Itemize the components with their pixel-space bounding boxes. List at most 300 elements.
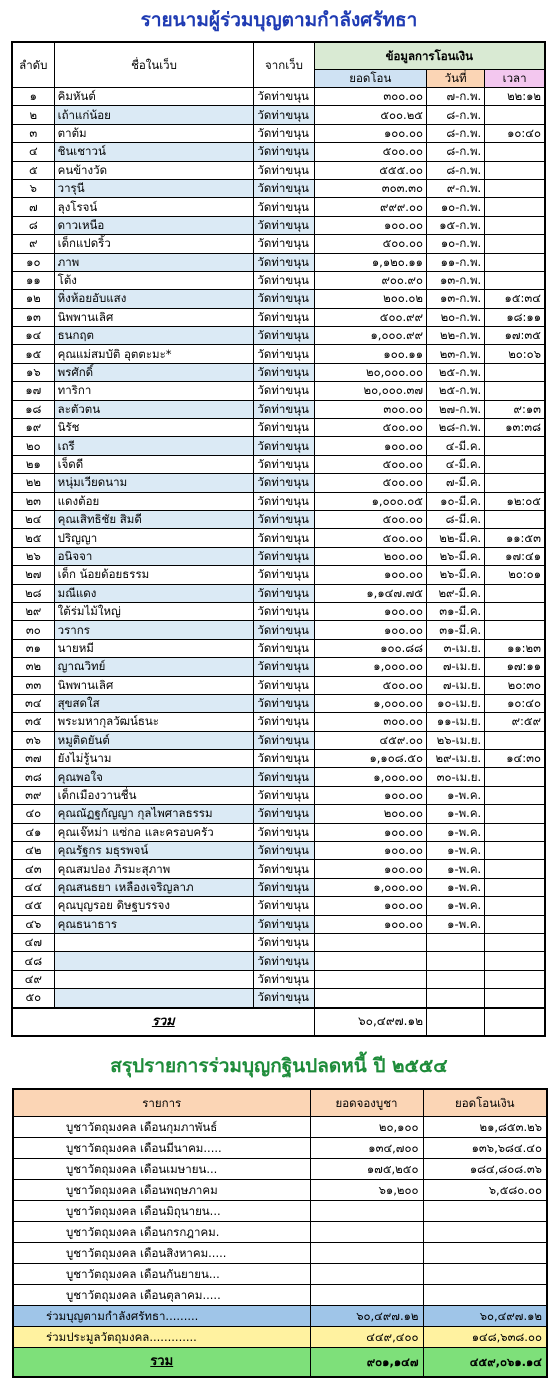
donor-name: แดงต้อย — [54, 492, 254, 510]
table-row — [12, 271, 545, 289]
source-web: วัดท่าขนุน — [254, 602, 314, 620]
donor-table — [11, 41, 546, 1037]
transfer-amount: ๕๐๐.๒๕ — [314, 106, 426, 124]
table-row — [12, 658, 545, 676]
transfer-time — [485, 786, 545, 804]
table-row — [12, 327, 545, 345]
source-web: วัดท่าขนุน — [254, 437, 314, 455]
donor-name: นายหมี — [54, 639, 254, 657]
transfer-date: ๒๘-ก.พ. — [427, 419, 485, 437]
donor-name: คุณเสิทธิชัย สิมดี — [54, 510, 254, 528]
donor-name — [54, 933, 254, 951]
table-row — [12, 88, 545, 106]
transfer-date: ๑๐-ก.พ. — [427, 235, 485, 253]
summary-transfer: ๖๐,๔๙๗.๑๒ — [423, 1306, 547, 1327]
row-number: ๒๗ — [12, 566, 54, 584]
row-number: ๙ — [12, 235, 54, 253]
transfer-date — [427, 970, 485, 988]
table-row — [12, 897, 545, 915]
table-row — [12, 198, 545, 216]
transfer-time — [485, 933, 545, 951]
transfer-amount: ๑๐๐.๐๐ — [314, 823, 426, 841]
summary-transfer: ๖,๕๘๐.๐๐ — [423, 1180, 547, 1201]
col-header-name: ชื่อในเว็บ — [54, 42, 254, 88]
transfer-amount: ๑๐๐.๐๐ — [314, 437, 426, 455]
row-number: ๑๒ — [12, 290, 54, 308]
transfer-amount: ๑๐๐.๐๐ — [314, 216, 426, 234]
transfer-amount: ๑,๐๐๐.๐๐ — [314, 694, 426, 712]
transfer-date: ๘-ก.พ. — [427, 143, 485, 161]
source-web: วัดท่าขนุน — [254, 566, 314, 584]
summary-item: บูชาวัตถุมงคล เดือนตุลาคม..... — [13, 1285, 310, 1306]
transfer-time — [485, 621, 545, 639]
transfer-time — [485, 823, 545, 841]
donor-name: ญาณวิทย์ — [54, 658, 254, 676]
transfer-date: ๒๖-มี.ค. — [427, 566, 485, 584]
donor-name: เถรี — [54, 437, 254, 455]
transfer-time: ๑๗:๓๕ — [485, 327, 545, 345]
transfer-time — [485, 143, 545, 161]
transfer-amount: ๕๐๐.๐๐ — [314, 676, 426, 694]
source-web: วัดท่าขนุน — [254, 382, 314, 400]
transfer-date: ๘-ก.พ. — [427, 124, 485, 142]
summary-transfer — [423, 1264, 547, 1285]
row-number: ๔๕ — [12, 897, 54, 915]
transfer-date: ๒๐-ก.พ. — [427, 308, 485, 326]
table-row — [12, 290, 545, 308]
row-number: ๑๗ — [12, 382, 54, 400]
transfer-time: ๒๒:๑๒ — [485, 88, 545, 106]
transfer-date: ๑๐-เม.ย. — [427, 694, 485, 712]
transfer-date: ๗-มี.ค. — [427, 474, 485, 492]
summary-pledge: ๖๐,๔๙๗.๑๒ — [310, 1306, 423, 1327]
summary-row — [13, 1285, 547, 1306]
table-row — [12, 860, 545, 878]
source-web: วัดท่าขนุน — [254, 860, 314, 878]
summary-total-label: รวม — [13, 1348, 310, 1378]
row-number: ๓ — [12, 124, 54, 142]
transfer-time — [485, 602, 545, 620]
col-header-num: ลำดับ — [12, 42, 54, 88]
transfer-amount: ๑๐๐.๐๐ — [314, 860, 426, 878]
donor-name: นิพพานเลิศ — [54, 676, 254, 694]
table-row — [12, 584, 545, 602]
transfer-date: ๑๕-ก.พ. — [427, 216, 485, 234]
table-row — [12, 694, 545, 712]
table-row — [12, 419, 545, 437]
transfer-amount: ๕๐๐.๐๐ — [314, 474, 426, 492]
source-web: วัดท่าขนุน — [254, 161, 314, 179]
source-web: วัดท่าขนุน — [254, 124, 314, 142]
row-number: ๓๖ — [12, 731, 54, 749]
table-row — [12, 768, 545, 786]
transfer-time — [485, 842, 545, 860]
row-number: ๑๔ — [12, 327, 54, 345]
summary-item: บูชาวัตถุมงคล เดือนกันยายน... — [13, 1264, 310, 1285]
donor-name: คุณพอใจ — [54, 768, 254, 786]
transfer-time — [485, 437, 545, 455]
source-web: วัดท่าขนุน — [254, 989, 314, 1008]
transfer-time: ๑๗:๑๑ — [485, 658, 545, 676]
row-number: ๔๖ — [12, 915, 54, 933]
donor-name: เด็กแปดริ้ว — [54, 235, 254, 253]
transfer-amount: ๑๐๐.๐๐ — [314, 124, 426, 142]
row-number: ๓๔ — [12, 694, 54, 712]
table-row — [12, 235, 545, 253]
table-row — [12, 566, 545, 584]
row-number: ๔๒ — [12, 842, 54, 860]
transfer-date: ๓๑-มี.ค. — [427, 602, 485, 620]
donor-name: หิ่งห้อยอับแสง — [54, 290, 254, 308]
donor-name: เถ้าแก่น้อย — [54, 106, 254, 124]
source-web: วัดท่าขนุน — [254, 363, 314, 381]
donor-name: ทาริกา — [54, 382, 254, 400]
col-header-time: เวลา — [485, 70, 545, 88]
transfer-time — [485, 860, 545, 878]
transfer-date: ๑-พ.ค. — [427, 878, 485, 896]
col-header-date: วันที่ — [427, 70, 485, 88]
row-number: ๒๖ — [12, 547, 54, 565]
table-row — [12, 363, 545, 381]
transfer-date: ๑๓-ก.พ. — [427, 290, 485, 308]
table-row — [12, 786, 545, 804]
summary-transfer — [423, 1222, 547, 1243]
transfer-amount: ๑,๐๐๐.๐๐ — [314, 878, 426, 896]
transfer-date: ๒๗-ก.พ. — [427, 400, 485, 418]
donor-name: พระมหากุลวัฒน์ธนะ — [54, 713, 254, 731]
transfer-amount: ๕๐๐.๐๐ — [314, 143, 426, 161]
source-web: วัดท่าขนุน — [254, 897, 314, 915]
transfer-date: ๒๓-ก.พ. — [427, 345, 485, 363]
transfer-date: ๒๕-ก.พ. — [427, 363, 485, 381]
summary-row — [13, 1117, 547, 1138]
row-number: ๒๒ — [12, 474, 54, 492]
source-web: วัดท่าขนุน — [254, 271, 314, 289]
transfer-time: ๑๗:๔๑ — [485, 547, 545, 565]
table-row — [12, 952, 545, 970]
row-number: ๕ — [12, 161, 54, 179]
transfer-time: ๒๐:๐๖ — [485, 345, 545, 363]
summary-item: บูชาวัตถุมงคล เดือนพฤษภาคม — [13, 1180, 310, 1201]
source-web: วัดท่าขนุน — [254, 915, 314, 933]
source-web: วัดท่าขนุน — [254, 547, 314, 565]
donor-name: คุณรัฐกร มธุรพจน์ — [54, 842, 254, 860]
row-number: ๒๔ — [12, 510, 54, 528]
transfer-time: ๙:๕๙ — [485, 713, 545, 731]
row-number: ๑๘ — [12, 400, 54, 418]
summary-table — [12, 1088, 548, 1378]
donor-name: มณีแดง — [54, 584, 254, 602]
transfer-amount: ๒๐,๐๐๐.๓๗ — [314, 382, 426, 400]
source-web: วัดท่าขนุน — [254, 345, 314, 363]
summary-pledge — [310, 1243, 423, 1264]
transfer-amount: ๑,๑๐๘.๕๐ — [314, 750, 426, 768]
summary-transfer: ๑๘๔,๘๐๘.๓๖ — [423, 1159, 547, 1180]
summary-transfer — [423, 1201, 547, 1222]
source-web: วัดท่าขนุน — [254, 253, 314, 271]
summary-pledge: ๑๓๔,๗๐๐ — [310, 1138, 423, 1159]
donor-name: ธนกฤต — [54, 327, 254, 345]
donor-name: คุณบุญรอย ดิษฐบรรจง — [54, 897, 254, 915]
row-number: ๔ — [12, 143, 54, 161]
donor-name: ยังไม่รู้นาม — [54, 750, 254, 768]
transfer-time — [485, 584, 545, 602]
donor-name: ชินเชาวน์ — [54, 143, 254, 161]
donor-name: คุณเจ๊หม่า แซ่กอ และครอบครัว — [54, 823, 254, 841]
donor-name — [54, 989, 254, 1008]
summary-row — [13, 1222, 547, 1243]
source-web: วัดท่าขนุน — [254, 143, 314, 161]
transfer-time: ๑๘:๑๑ — [485, 308, 545, 326]
transfer-amount: ๓๐๐.๐๐ — [314, 713, 426, 731]
donor-table-body — [12, 88, 545, 1008]
donor-name: ดาวเหนือ — [54, 216, 254, 234]
summary-pledge: ๔๔๙,๔๐๐ — [310, 1327, 423, 1348]
transfer-time — [485, 989, 545, 1008]
transfer-amount: ๒๐๐.๐๐ — [314, 805, 426, 823]
donor-name: ปริญญา — [54, 529, 254, 547]
source-web: วัดท่าขนุน — [254, 584, 314, 602]
transfer-amount: ๑๐๐.๑๑ — [314, 345, 426, 363]
source-web: วัดท่าขนุน — [254, 88, 314, 106]
row-number: ๘ — [12, 216, 54, 234]
table-row — [12, 106, 545, 124]
table-row — [12, 842, 545, 860]
transfer-date: ๑๓-ก.พ. — [427, 271, 485, 289]
table-row — [12, 437, 545, 455]
table-row — [12, 970, 545, 988]
source-web: วัดท่าขนุน — [254, 290, 314, 308]
row-number: ๔๙ — [12, 970, 54, 988]
transfer-date: ๘-ก.พ. — [427, 161, 485, 179]
source-web: วัดท่าขนุน — [254, 327, 314, 345]
transfer-date: ๑-พ.ค. — [427, 915, 485, 933]
summary-item: บูชาวัตถุมงคล เดือนเมษายน... — [13, 1159, 310, 1180]
row-number: ๔๑ — [12, 823, 54, 841]
transfer-date: ๓๐-เม.ย. — [427, 768, 485, 786]
source-web: วัดท่าขนุน — [254, 933, 314, 951]
table-row — [12, 639, 545, 657]
row-number: ๒๑ — [12, 455, 54, 473]
total-value: ๖๐,๔๙๗.๑๒ — [314, 1008, 426, 1036]
summary-item: บูชาวัตถุมงคล เดือนมิถุนายน... — [13, 1201, 310, 1222]
source-web: วัดท่าขนุน — [254, 750, 314, 768]
summary-row — [13, 1264, 547, 1285]
donor-name: หมูติดยันต์ — [54, 731, 254, 749]
transfer-date: ๗-ก.พ. — [427, 88, 485, 106]
table-row — [12, 823, 545, 841]
row-number: ๗ — [12, 198, 54, 216]
transfer-date: ๑๑-เม.ย. — [427, 713, 485, 731]
transfer-time: ๑๓:๓๘ — [485, 419, 545, 437]
summary-row — [13, 1201, 547, 1222]
source-web: วัดท่าขนุน — [254, 474, 314, 492]
transfer-time: ๒๐:๓๐ — [485, 676, 545, 694]
transfer-time — [485, 878, 545, 896]
transfer-time: ๙:๑๓ — [485, 400, 545, 418]
donor-name: นิรัช — [54, 419, 254, 437]
table-row — [12, 878, 545, 896]
transfer-time — [485, 805, 545, 823]
transfer-amount: ๑,๐๐๐.๙๙ — [314, 327, 426, 345]
transfer-date: ๑-พ.ค. — [427, 805, 485, 823]
row-number: ๑๓ — [12, 308, 54, 326]
donor-name: คุณณัฏฐกัญญา กุลไพศาลธรรม — [54, 805, 254, 823]
transfer-amount: ๕๕๕.๐๐ — [314, 161, 426, 179]
source-web: วัดท่าขนุน — [254, 676, 314, 694]
transfer-date: ๑๐-มี.ค. — [427, 492, 485, 510]
source-web: วัดท่าขนุน — [254, 529, 314, 547]
row-number: ๔๓ — [12, 860, 54, 878]
transfer-date: ๒๙-มี.ค. — [427, 584, 485, 602]
table-row — [12, 989, 545, 1008]
transfer-time — [485, 952, 545, 970]
summary-header-pledge: ยอดจองบูชา — [310, 1089, 423, 1117]
transfer-amount: ๙๐๐.๙๐ — [314, 271, 426, 289]
transfer-date: ๒๖-มี.ค. — [427, 547, 485, 565]
transfer-amount: ๑๐๐.๐๐ — [314, 786, 426, 804]
transfer-date: ๒๙-เม.ย. — [427, 750, 485, 768]
source-web: วัดท่าขนุน — [254, 713, 314, 731]
transfer-amount: ๑,๐๐๐.๐๐ — [314, 768, 426, 786]
transfer-date: ๒๒-ก.พ. — [427, 327, 485, 345]
col-header-amount: ยอดโอน — [314, 70, 426, 88]
row-number: ๔๗ — [12, 933, 54, 951]
transfer-date: ๓-เม.ย. — [427, 639, 485, 657]
transfer-amount — [314, 970, 426, 988]
donor-name: คนข้างวัด — [54, 161, 254, 179]
summary-pledge — [310, 1201, 423, 1222]
row-number: ๒๓ — [12, 492, 54, 510]
row-number: ๓๘ — [12, 768, 54, 786]
transfer-date: ๘-มี.ค. — [427, 510, 485, 528]
source-web: วัดท่าขนุน — [254, 235, 314, 253]
summary-row — [13, 1180, 547, 1201]
transfer-time: ๑๐:๔๐ — [485, 124, 545, 142]
transfer-time — [485, 970, 545, 988]
transfer-amount: ๕๐๐.๙๙ — [314, 308, 426, 326]
transfer-date: ๑๑-ก.พ. — [427, 253, 485, 271]
transfer-time — [485, 474, 545, 492]
summary-table-body — [13, 1117, 547, 1348]
transfer-amount — [314, 989, 426, 1008]
source-web: วัดท่าขนุน — [254, 510, 314, 528]
row-number: ๓๐ — [12, 621, 54, 639]
table-row — [12, 915, 545, 933]
summary-header-item: รายการ — [13, 1089, 310, 1117]
source-web: วัดท่าขนุน — [254, 658, 314, 676]
transfer-amount: ๑๐๐.๐๐ — [314, 602, 426, 620]
donor-name: ภาพ — [54, 253, 254, 271]
summary-total-transfer: ๔๕๙,๐๖๑.๑๔ — [423, 1348, 547, 1378]
total-label: รวม — [12, 1008, 314, 1036]
source-web: วัดท่าขนุน — [254, 805, 314, 823]
transfer-date: ๘-ก.พ. — [427, 106, 485, 124]
source-web: วัดท่าขนุน — [254, 308, 314, 326]
donor-name: โต้ง — [54, 271, 254, 289]
transfer-amount: ๑,๐๐๐.๐๐ — [314, 658, 426, 676]
transfer-amount: ๑,๑๒๐.๑๑ — [314, 253, 426, 271]
table-row — [12, 455, 545, 473]
transfer-amount: ๕๐๐.๐๐ — [314, 235, 426, 253]
transfer-amount: ๑๐๐.๐๐ — [314, 897, 426, 915]
table-row — [12, 382, 545, 400]
transfer-date — [427, 952, 485, 970]
donor-name: ใต้ร่มไม้ใหญ่ — [54, 602, 254, 620]
row-number: ๑ — [12, 88, 54, 106]
transfer-amount: ๕๐๐.๐๐ — [314, 510, 426, 528]
source-web: วัดท่าขนุน — [254, 970, 314, 988]
donor-name: สุขสดใส — [54, 694, 254, 712]
transfer-time — [485, 179, 545, 197]
transfer-date: ๑-พ.ค. — [427, 823, 485, 841]
table-row — [12, 308, 545, 326]
row-number: ๓๙ — [12, 786, 54, 804]
row-number: ๒ — [12, 106, 54, 124]
row-number: ๑๑ — [12, 271, 54, 289]
source-web: วัดท่าขนุน — [254, 786, 314, 804]
summary-title: สรุปรายการร่วมบุญกฐินปลดหนี้ ปี ๒๕๕๔ — [110, 1055, 448, 1077]
row-number: ๓๑ — [12, 639, 54, 657]
summary-row — [13, 1327, 547, 1348]
transfer-time — [485, 915, 545, 933]
col-header-from: จากเว็บ — [254, 42, 314, 88]
summary-transfer — [423, 1243, 547, 1264]
source-web: วัดท่าขนุน — [254, 419, 314, 437]
row-number: ๕๐ — [12, 989, 54, 1008]
transfer-date — [427, 989, 485, 1008]
source-web: วัดท่าขนุน — [254, 952, 314, 970]
transfer-time — [485, 455, 545, 473]
summary-row — [13, 1306, 547, 1327]
table-row — [12, 547, 545, 565]
transfer-time: ๑๔:๓๐ — [485, 750, 545, 768]
table-row — [12, 179, 545, 197]
summary-transfer — [423, 1285, 547, 1306]
transfer-time — [485, 731, 545, 749]
table-row — [12, 713, 545, 731]
transfer-time: ๑๑:๕๓ — [485, 529, 545, 547]
transfer-amount: ๓๐๐.๐๐ — [314, 400, 426, 418]
transfer-date: ๑๐-ก.พ. — [427, 198, 485, 216]
donor-name: ลุงโรจน์ — [54, 198, 254, 216]
summary-transfer: ๑๓๖,๖๘๔.๔๐ — [423, 1138, 547, 1159]
row-number: ๔๘ — [12, 952, 54, 970]
transfer-time: ๑๒:๐๕ — [485, 492, 545, 510]
summary-pledge — [310, 1222, 423, 1243]
transfer-amount: ๒๐๐.๐๐ — [314, 547, 426, 565]
table-row — [12, 602, 545, 620]
summary-item: บูชาวัตถุมงคล เดือนกุมภาพันธ์ — [13, 1117, 310, 1138]
source-web: วัดท่าขนุน — [254, 621, 314, 639]
row-number: ๑๕ — [12, 345, 54, 363]
donor-name: พรศักดิ์ — [54, 363, 254, 381]
transfer-time: ๑๐:๔๐ — [485, 694, 545, 712]
donor-name: เด็กเมืองวานชื่น — [54, 786, 254, 804]
summary-total-pledge: ๙๐๑,๑๔๗ — [310, 1348, 423, 1378]
source-web: วัดท่าขนุน — [254, 694, 314, 712]
source-web: วัดท่าขนุน — [254, 842, 314, 860]
table-row — [12, 933, 545, 951]
donor-name: ตาต้ม — [54, 124, 254, 142]
row-number: ๔๐ — [12, 805, 54, 823]
row-number: ๓๕ — [12, 713, 54, 731]
row-number: ๑๐ — [12, 253, 54, 271]
table-row — [12, 621, 545, 639]
row-number: ๒๐ — [12, 437, 54, 455]
donor-name: หนุ่มเวียดนาม — [54, 474, 254, 492]
transfer-time — [485, 161, 545, 179]
